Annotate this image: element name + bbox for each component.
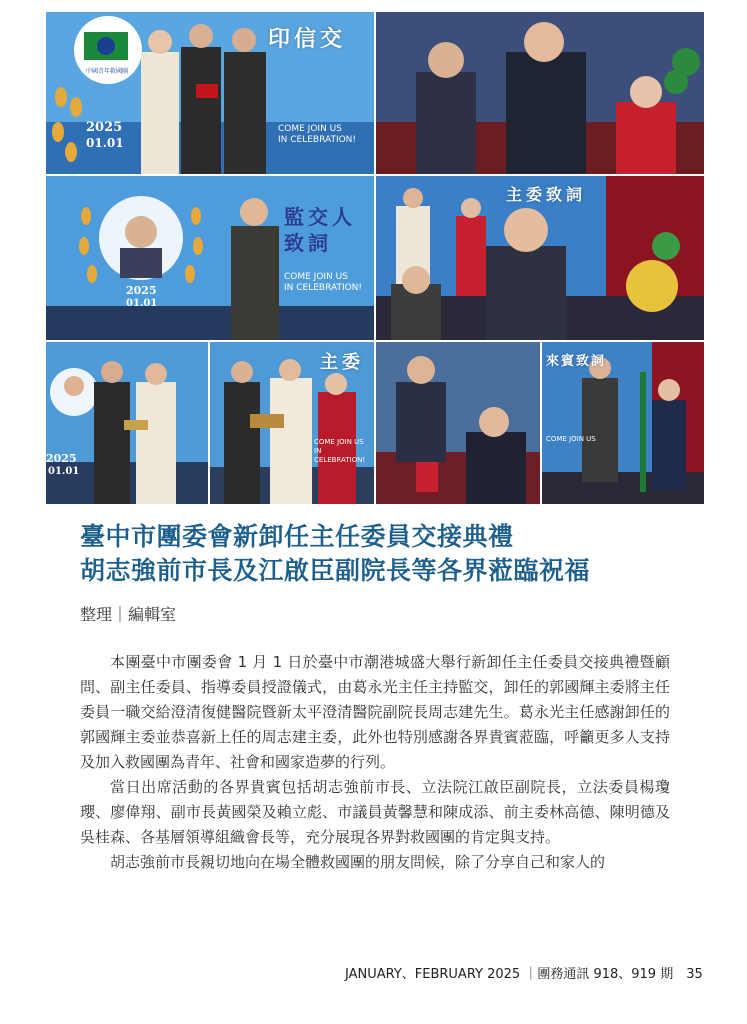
photo-guest-microphone (376, 342, 540, 504)
paragraph: 胡志強前市長親切地向在場全體救國團的朋友問候，除了分享自己和家人的 (110, 853, 606, 871)
celebration-banner: COME JOIN US IN CELEBRATION! (284, 272, 363, 293)
paragraph: 當日出席活動的各界貴賓包括胡志強前市長、立法院江啟臣副院長，立法委員楊瓊瓔、廖偉翔、副市長黃國榮及賴立彪、市議員黃馨慧和陳成添、前主委林高德、陳明德及吳桂森、各基層領導組織會長等，充分展現各界對救國團的肯定與支持。 (80, 778, 670, 846)
celebration-banner: COME JOIN US IN CELEBRATION! (278, 124, 357, 145)
photo-supervisor-speech (46, 176, 374, 340)
celebration-banner: COME JOIN US IN CELEBRATION! (314, 438, 366, 464)
photo-certificate-award (46, 342, 208, 504)
byline: 整理｜編輯室 (80, 605, 177, 624)
photo-audience-guests (376, 12, 704, 174)
org-caption: 中國青年救國團 (86, 68, 129, 75)
stage-sign-text: 印信交 (268, 27, 347, 52)
photo-plaque-award (210, 342, 374, 504)
photo-audience-guests-scene (376, 12, 704, 174)
photo-seal-handover (46, 12, 374, 174)
photo-collage (46, 12, 704, 504)
page-footer: JANUARY、FEBRUARY 2025 ｜團務通訊 918、919 期 35 (345, 967, 703, 982)
photo-chairman-speech (376, 176, 704, 340)
date-text: 01.01 (48, 466, 80, 477)
photo-guest-microphone-scene (376, 342, 540, 504)
photo-certificate-award-scene (46, 342, 208, 504)
date-text: 01.01 (86, 136, 124, 150)
year-text: 2025 (46, 452, 77, 465)
celebration-banner: COME JOIN US (546, 435, 596, 443)
photo-supervisor-speech-scene (46, 176, 374, 340)
stage-sign-text: 主委致詞 (506, 185, 587, 204)
photo-guest-speakers (542, 342, 704, 504)
year-text: 2025 (86, 120, 123, 135)
paragraph: 本團臺中市團委會 1 月 1 日於臺中市潮港城盛大舉行新卸任主任委員交接典禮暨顧問、副主任委員、指導委員授證儀式，由葛永光主任主持監交，卸任的郭國輝主委將主任委員一職交給澄清復健醫院暨新太平澄清醫院副院長周志建先生。葛永光主任感謝卸任的郭國輝主委並恭喜新上任的周志建主委，此外也特別感謝各界貴賓蒞臨，呼籲更多人支持及加入救國團為青年、社會和國家造夢的行列。 (80, 653, 670, 771)
stage-sign-text: 監交人 致詞 (284, 205, 356, 255)
title-line-1: 臺中市團委會新卸任主任委員交接典禮 (80, 522, 514, 551)
year-text: 2025 (126, 284, 157, 297)
date-text: 01.01 (126, 298, 158, 309)
stage-sign-text: 來賓致詞 (546, 354, 607, 369)
article-title (80, 520, 700, 588)
article-body (80, 650, 670, 875)
title-line-2: 胡志強前市長及江啟臣副院長等各界蒞臨祝福 (80, 556, 591, 585)
stage-sign-text: 主委 (320, 352, 364, 373)
